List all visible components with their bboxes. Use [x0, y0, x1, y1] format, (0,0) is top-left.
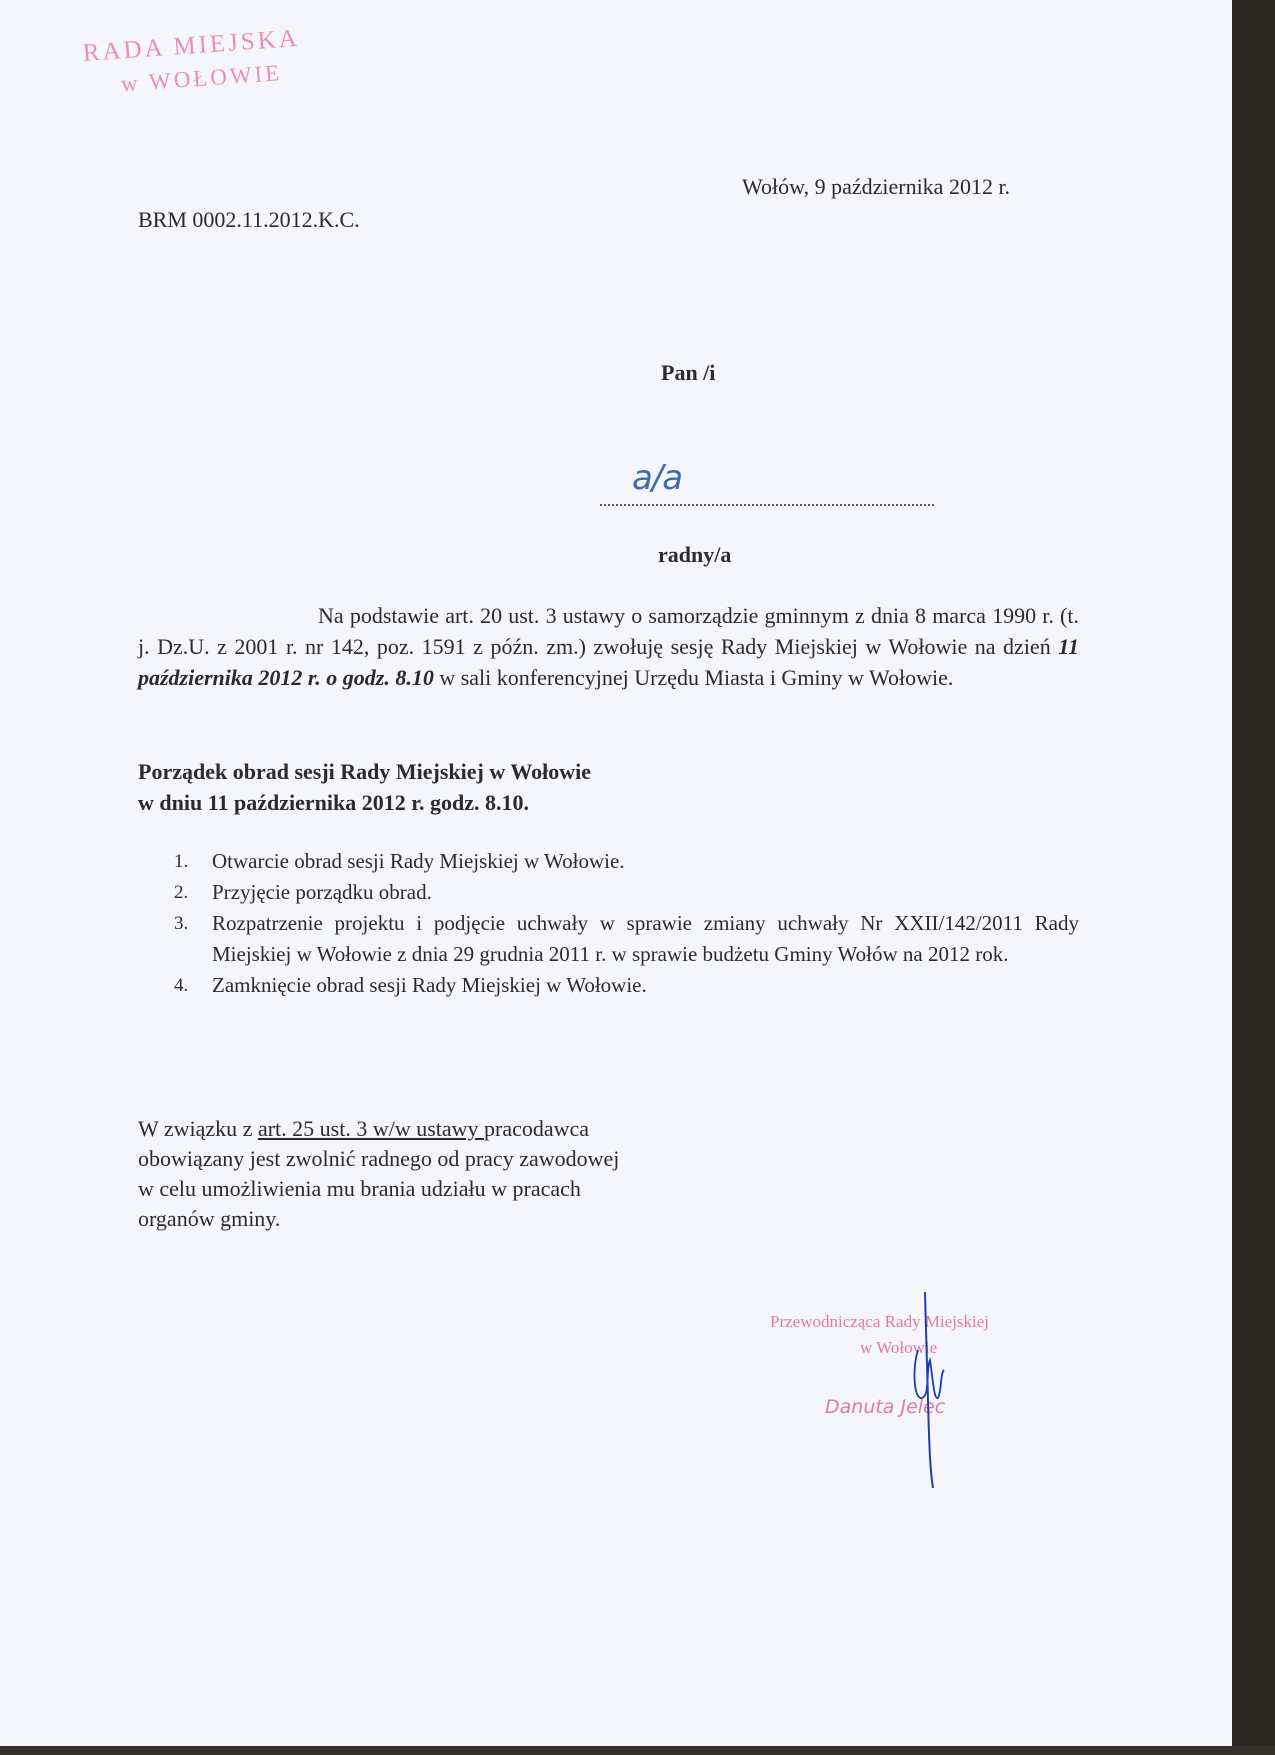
agenda-item-number: 1. [174, 851, 189, 872]
closing-prefix: W związku z [138, 1116, 258, 1141]
closing-line-1 [138, 1114, 758, 1144]
agenda-item-text: Otwarcie obrad sesji Rady Miejskiej w Wołowie. [212, 849, 625, 873]
agenda-item [170, 877, 1079, 908]
closing-paragraph [138, 1114, 758, 1234]
agenda-item [170, 908, 1079, 970]
agenda-list [170, 846, 1079, 1001]
agenda-item-text: Przyjęcie porządku obrad. [212, 880, 432, 904]
closing-line-3: w celu umożliwienia mu brania udziału w pracach [138, 1176, 581, 1201]
intro-text-after-date: w sali konferencyjnej Urzędu Miasta i Gminy w Wołowie. [433, 665, 954, 690]
council-stamp [82, 19, 386, 110]
agenda-item-text: Zamknięcie obrad sesji Rady Miejskiej w Wołowie. [212, 973, 647, 997]
handwritten-addressee: a/a [632, 458, 683, 498]
addressee-role: radny/a [658, 542, 732, 567]
closing-legal-reference: art. 25 ust. 3 w/w ustawy [257, 1116, 485, 1141]
intro-text-before-date: Na podstawie art. 20 ust. 3 ustawy o samorządzie gminnym z dnia 8 marca 1990 r. (t. j. Dz.U. z 2001 r. nr 142, poz. 1591 z późn. zm.) zwołuję sesję Rady Miejskiej w Wołowie na dzień [138, 603, 1079, 659]
stamp-line-2: w WOŁOWIE [120, 60, 283, 97]
agenda-item-text: Rozpatrzenie projektu i podjęcie uchwały w sprawie zmiany uchwały Nr XXII/142/2011 Rady Miejskiej w Wołowie z dnia 29 grudnia 2011 r. w sprawie budżetu Gminy Wołów na 2012 rok. [212, 911, 1079, 966]
agenda-item-number: 2. [174, 882, 189, 903]
date-line: Wołów, 9 października 2012 r. [742, 174, 1011, 199]
agenda-item-number: 3. [174, 913, 189, 934]
stamp-line-1: RADA MIEJSKA [82, 24, 301, 67]
agenda-item-number: 4. [174, 975, 189, 996]
addressee-title: Pan /i [661, 360, 716, 385]
handwritten-signature [900, 1290, 960, 1490]
scan-border [0, 1746, 1275, 1755]
signature-line-2: w Wołowie [860, 1338, 938, 1357]
signature-line-1: Przewodnicząca Rady Miejskiej [770, 1312, 990, 1331]
reference-number: BRM 0002.11.2012.K.C. [138, 207, 360, 232]
closing-line-4: organów gminy. [138, 1206, 281, 1231]
agenda-heading [138, 756, 591, 818]
agenda-item [170, 846, 1079, 877]
intro-paragraph [138, 600, 1079, 693]
agenda-item [170, 970, 1079, 1001]
addressee-dotted-line [600, 504, 934, 506]
signature-name: Danuta Jelec [825, 1396, 946, 1418]
closing-line-1-suffix: pracodawca [484, 1116, 590, 1141]
agenda-heading-line-2: w dniu 11 października 2012 r. godz. 8.10. [138, 790, 529, 815]
closing-line-2: obowiązany jest zwolnić radnego od pracy zawodowej [138, 1146, 620, 1171]
session-date: 11 października 2012 r. o godz. 8.10 [138, 634, 1079, 690]
agenda-heading-line-1: Porządek obrad sesji Rady Miejskiej w Wołowie [138, 759, 592, 784]
